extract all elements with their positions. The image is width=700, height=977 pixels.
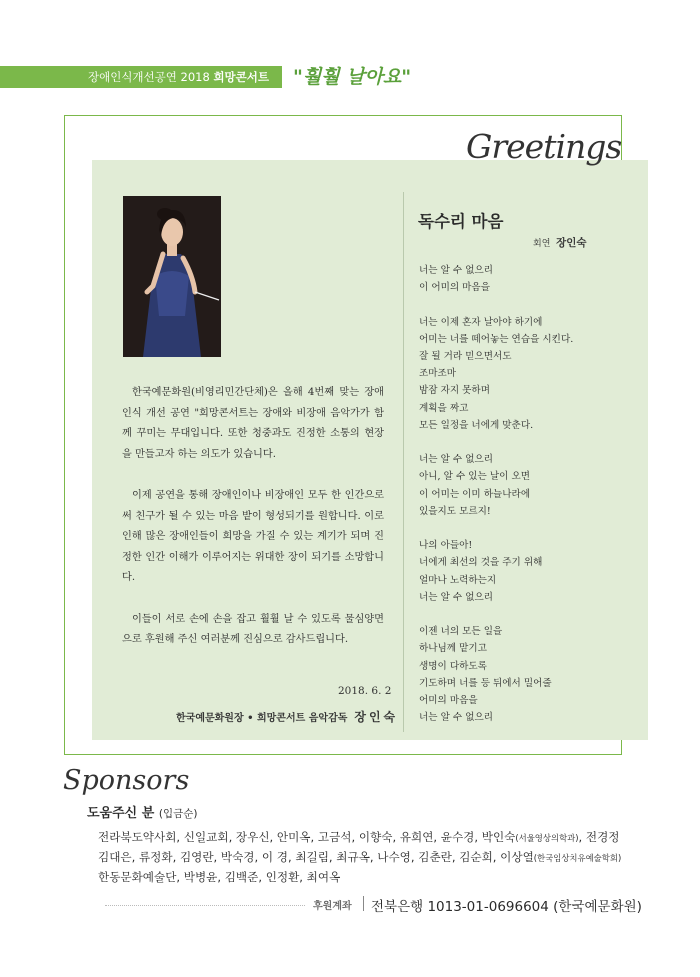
poem-stanza — [419, 451, 634, 520]
letter-signature: 한국예문화원장 • 희망콘서트 음악감독 장인숙 — [176, 710, 399, 724]
poem-stanza — [419, 262, 634, 296]
poem-line: 생명이 다하도록 — [419, 660, 487, 672]
poem-line: 너는 이제 혼자 날아야 하기에 — [419, 316, 543, 328]
letter-date: 2018. 6. 2 — [338, 685, 392, 697]
sponsors-subtitle: 도움주신 분 (입금순) — [87, 806, 198, 821]
poem-line: 너는 알 수 없으리 — [419, 591, 494, 603]
column-divider — [403, 192, 404, 732]
poem-line: 이젠 너의 모든 일을 — [419, 626, 503, 638]
poem-stanza — [419, 537, 634, 606]
poem-line: 너는 알 수 없으리 — [419, 454, 494, 466]
signature-name: 장인숙 — [354, 710, 399, 724]
poem-line: 어미의 마음을 — [419, 695, 478, 707]
poem-stanza — [419, 314, 634, 434]
banner-text: 장애인식개선공연 2018 희망콘서트 — [88, 70, 269, 84]
poem-title: 독수리 마음 — [418, 212, 504, 231]
poem-line: 하나님께 맡기고 — [419, 643, 487, 655]
account-label: 후원계좌 — [313, 901, 352, 912]
poem-line: 어미는 너를 떼어놓는 연습을 시킨다. — [419, 333, 574, 345]
account-value: 전북은행 1013-01-0696604 (한국예문화원) — [371, 899, 642, 915]
poem-line: 이 어미는 이미 하늘나라에 — [419, 488, 531, 500]
poem-line: 계획을 짜고 — [419, 402, 469, 414]
poem-line: 아니, 알 수 있는 날이 오면 — [419, 471, 530, 483]
sponsors-title: Sponsors — [63, 765, 190, 796]
sponsors-line: 전라북도약사회, 신일교회, 장우신, 안미옥, 고금석, 이향숙, 유희연, 윤수경, 박인숙(서울영상의학과), 전경정 — [98, 830, 620, 844]
poem-line: 기도하며 너를 등 뒤에서 밀어줄 — [419, 677, 552, 689]
conductor-photo-illustration — [123, 196, 221, 357]
poem-line: 이 어미의 마음을 — [419, 282, 490, 294]
letter-paragraph-2: 이제 공연을 통해 장애인이나 비장애인 모두 한 인간으로써 친구가 될 수 있는 마음 밭이 형성되기를 원합니다. 이로 인해 많은 장애인들이 희망을 가질 수 있는 계기가 되며 진정한 인간 이해가 이루어지는 위대한 장이 되기를 소망합니다. — [122, 490, 384, 583]
letter-paragraph-3: 이들이 서로 손에 손을 잡고 훨훨 날 수 있도록 물심양면으로 후원해 주신 여러분께 진심으로 감사드립니다. — [122, 613, 384, 645]
banner-script-title: "훨훨 날아요" — [293, 66, 412, 88]
sponsors-line: 김대은, 류정화, 김영란, 박숙경, 이 경, 최길림, 최규옥, 나수영, 김춘란, 김순희, 이상열(한국임상치유예술학회) — [98, 850, 622, 864]
greetings-title: Greetings — [466, 127, 622, 166]
dotted-leader — [105, 905, 305, 906]
sponsors-list — [98, 828, 658, 887]
poem-body — [419, 262, 634, 744]
greeting-letter — [122, 383, 384, 672]
poem-line: 너는 알 수 없으리 — [419, 712, 494, 724]
sponsors-line: 한동문화예술단, 박병윤, 김백준, 인정환, 최여옥 — [98, 870, 341, 884]
poem-line: 조마조마 — [419, 368, 457, 380]
poem-line: 모든 일정을 너에게 맞춘다. — [419, 419, 534, 431]
poem-author: 회연 장인숙 — [533, 237, 587, 249]
letter-paragraph-1: 한국예문화원(비영리민간단체)은 올해 4번째 맞는 장애인식 개선 공연 "희망콘서트는 장애와 비장애 음악가가 함께 꾸미는 무대입니다. 또한 청중과도 진정한 소통의 현장을 만들고자 하는 의도가 있습니다. — [122, 387, 384, 460]
poem-line: 너는 알 수 없으리 — [419, 265, 494, 276]
poem-line: 얼마나 노력하는지 — [419, 574, 497, 586]
poem-line: 있을지도 모르지! — [419, 505, 491, 517]
poem-line: 밤잠 자지 못하며 — [419, 385, 490, 397]
poem-stanza — [419, 623, 634, 726]
poem-line: 너에게 최선의 것을 주기 위해 — [419, 557, 543, 569]
poem-line: 나의 아들아! — [419, 540, 473, 552]
conductor-photo — [123, 196, 221, 357]
account-separator — [363, 896, 364, 911]
poem-line: 잘 될 거라 믿으면서도 — [419, 351, 512, 362]
